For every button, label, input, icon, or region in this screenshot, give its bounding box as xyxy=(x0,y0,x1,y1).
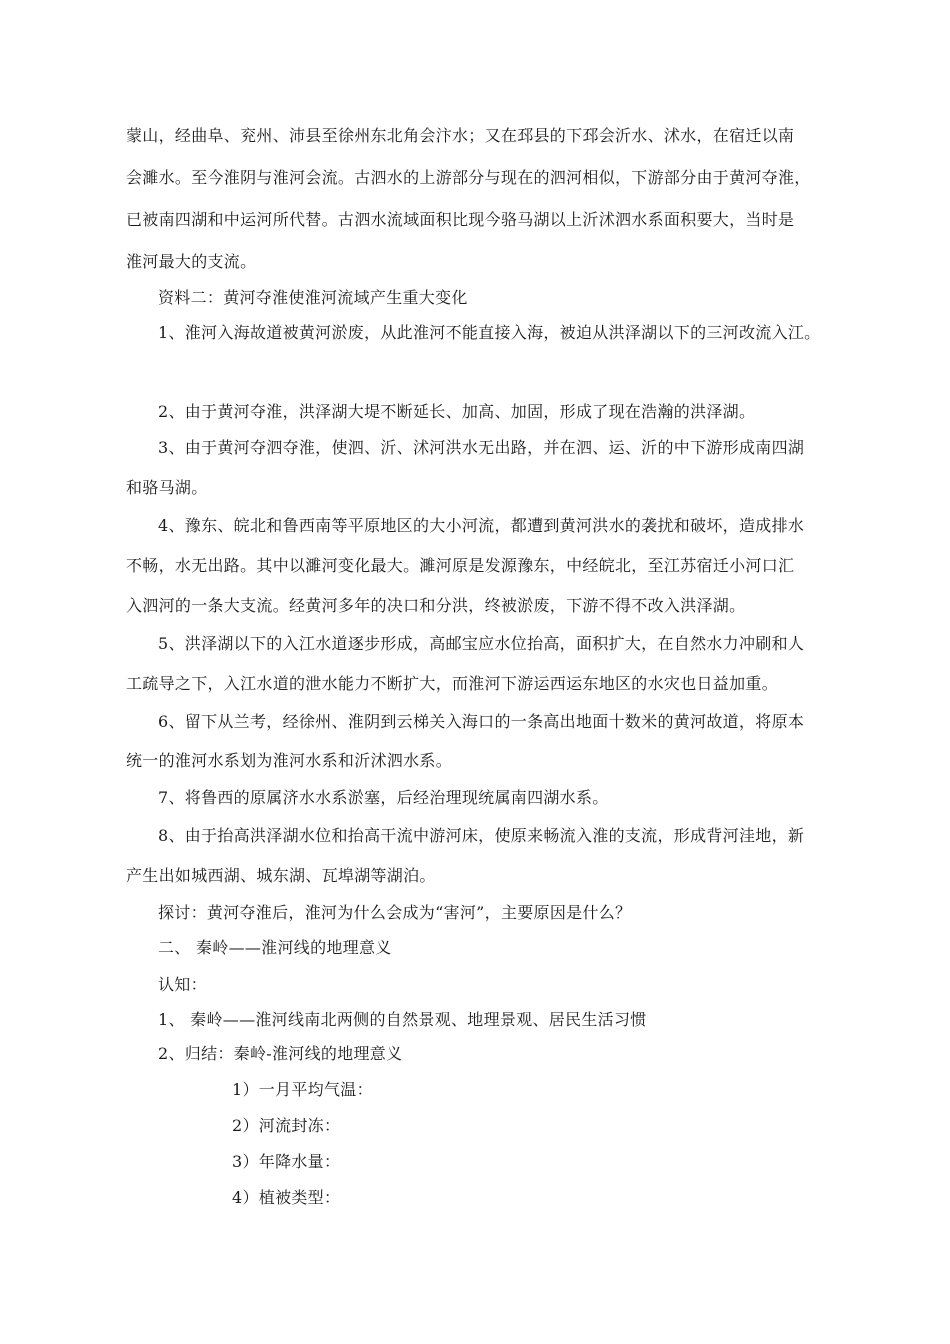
item-5-line-2: 工疏导之下，入江水道的泄水能力不断扩大，而淮河下游运西运东地区的水灾也日益加重。 xyxy=(126,674,779,693)
paragraph-1-line-3: 已被南四湖和中运河所代替。古泗水流域面积比现今骆马湖以上沂沭泗水系面积要大，当时是 xyxy=(126,210,795,229)
significance-item-1: 1）一月平均气温： xyxy=(232,1080,373,1099)
section-2-heading: 二、 秦岭——淮河线的地理意义 xyxy=(158,938,392,957)
cognition-item-2: 2、归结：秦岭-淮河线的地理意义 xyxy=(158,1044,403,1063)
item-8-line-1: 8、由于抬高洪泽湖水位和抬高干流中游河床，使原来畅流入淮的支流，形成背河洼地，新 xyxy=(158,826,805,845)
item-6-line-1: 6、留下从兰考，经徐州、淮阴到云梯关入海口的一条高出地面十数米的黄河故道，将原本 xyxy=(158,712,805,731)
cognition-item-1: 1、 秦岭——淮河线南北两侧的自然景观、地理景观、居民生活习惯 xyxy=(158,1010,647,1029)
item-6-line-2: 统一的淮河水系划为淮河水系和沂沭泗水系。 xyxy=(126,751,453,770)
significance-item-3: 3）年降水量： xyxy=(232,1152,341,1171)
significance-item-2: 2）河流封冻： xyxy=(232,1116,341,1135)
item-8-line-2: 产生出如城西湖、城东湖、瓦埠湖等湖泊。 xyxy=(126,866,436,885)
significance-item-4: 4）植被类型： xyxy=(232,1188,341,1207)
item-1-line-1: 1、淮河入海故道被黄河淤废，从此淮河不能直接入海，被迫从洪泽湖以下的三河改流入江。 xyxy=(158,323,821,342)
item-3-line-2: 和骆马湖。 xyxy=(126,478,208,497)
paragraph-1-line-4: 淮河最大的支流。 xyxy=(126,252,257,271)
item-3-line-1: 3、由于黄河夺泗夺淮，使泗、沂、沭河洪水无出路，并在泗、运、沂的中下游形成南四湖 xyxy=(158,438,805,457)
item-4-line-2: 不畅，水无出路。其中以濉河变化最大。濉河原是发源豫东，中经皖北，至江苏宿迁小河口汇 xyxy=(126,556,795,575)
paragraph-1-line-2: 会濉水。至今淮阴与淮河会流。古泗水的上游部分与现在的泗河相似，下游部分由于黄河夺淮， xyxy=(126,168,811,187)
item-7-line-1: 7、将鲁西的原属济水水系淤塞，后经治理现统属南四湖水系。 xyxy=(158,788,609,807)
item-5-line-1: 5、洪泽湖以下的入江水道逐步形成，高邮宝应水位抬高，面积扩大，在自然水力冲刷和人 xyxy=(158,634,805,653)
discussion-question: 探讨：黄河夺淮后，淮河为什么会成为“害河”，主要原因是什么？ xyxy=(158,903,632,922)
material-2-heading: 资料二：黄河夺淮使淮河流域产生重大变化 xyxy=(158,288,468,307)
item-4-line-1: 4、豫东、皖北和鲁西南等平原地区的大小河流，都遭到黄河洪水的袭扰和破坏，造成排水 xyxy=(158,516,805,535)
item-2-line-1: 2、由于黄河夺淮，洪泽湖大堤不断延长、加高、加固，形成了现在浩瀚的洪泽湖。 xyxy=(158,402,756,421)
item-4-line-3: 入泗河的一条大支流。经黄河多年的决口和分洪，终被淤废，下游不得不改入洪泽湖。 xyxy=(126,596,746,615)
paragraph-1-line-1: 蒙山，经曲阜、兖州、沛县至徐州东北角会汴水；又在邳县的下邳会沂水、沭水，在宿迁以南 xyxy=(126,126,795,145)
cognition-label: 认知： xyxy=(158,975,207,994)
